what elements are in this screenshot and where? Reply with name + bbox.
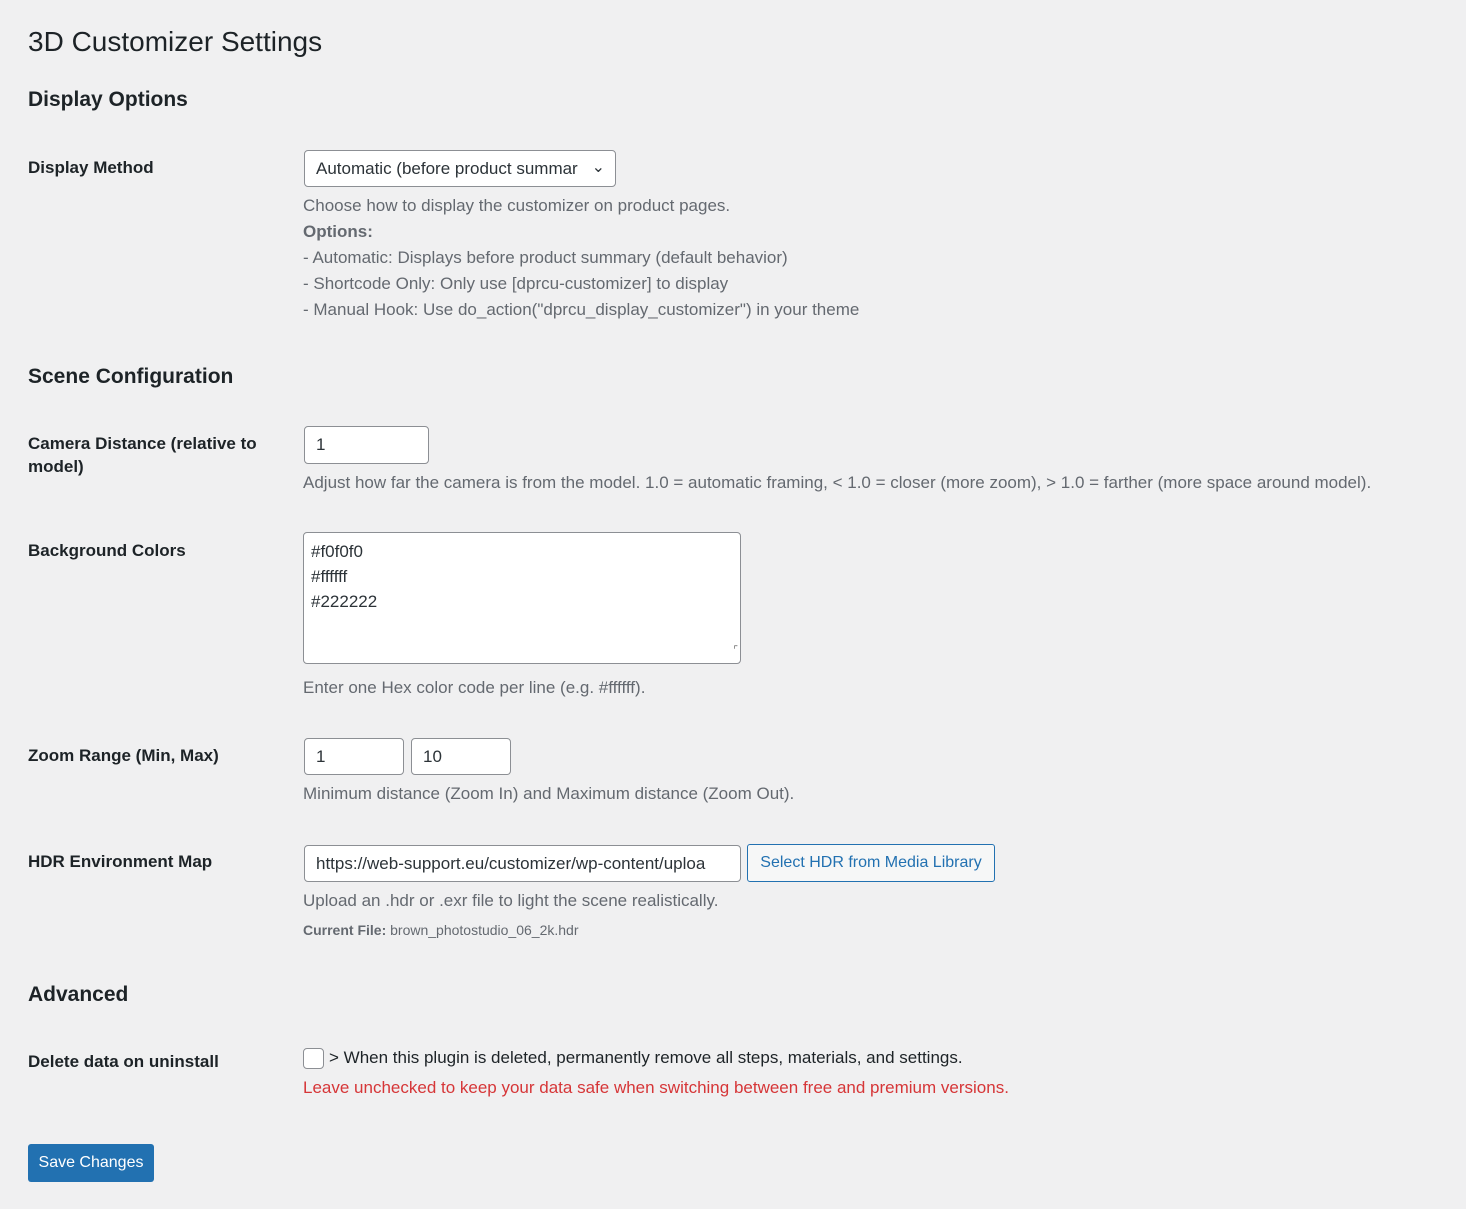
desc-text: Choose how to display the customizer on product pages. (303, 196, 731, 215)
options-heading: Options: (303, 222, 373, 241)
display-method-value: Automatic (before product summar (316, 158, 578, 178)
color-line: #222222 (311, 592, 378, 611)
display-method-description (303, 193, 859, 323)
color-line: #ffffff (311, 567, 348, 586)
option-automatic: - Automatic: Displays before product summary (default behavior) (303, 248, 788, 267)
section-advanced: Advanced (28, 983, 129, 1006)
delete-data-warning: Leave unchecked to keep your data safe when switching between free and premium versions. (303, 1078, 1009, 1097)
camera-distance-label: Camera Distance (relative to model) (28, 434, 257, 476)
background-colors-label: Background Colors (28, 541, 186, 560)
current-file-label: Current File: (303, 922, 387, 938)
delete-data-checkbox[interactable] (303, 1048, 324, 1069)
hdr-current-file (303, 919, 579, 941)
save-changes-button[interactable]: Save Changes (28, 1144, 154, 1182)
delete-data-checkbox-label[interactable]: > When this plugin is deleted, permanently remove all steps, materials, and settings. (329, 1048, 963, 1067)
background-colors-description: Enter one Hex color code per line (e.g. #ffffff). (303, 678, 646, 697)
color-line: #f0f0f0 (311, 542, 363, 561)
zoom-range-description: Minimum distance (Zoom In) and Maximum distance (Zoom Out). (303, 784, 795, 803)
hdr-map-label: HDR Environment Map (28, 852, 213, 871)
camera-distance-description: Adjust how far the camera is from the model. 1.0 = automatic framing, < 1.0 = closer (more zoom), > 1.0 = farther (more space around model). (303, 473, 1372, 492)
option-manual-hook: - Manual Hook: Use do_action("dprcu_display_customizer") in your theme (303, 300, 860, 319)
option-shortcode: - Shortcode Only: Only use [dprcu-customizer] to display (303, 274, 729, 293)
current-file-value: brown_photostudio_06_2k.hdr (390, 922, 579, 938)
section-scene-configuration: Scene Configuration (28, 365, 234, 388)
resize-handle-icon[interactable]: ⌜ (733, 645, 738, 656)
hdr-description: Upload an .hdr or .exr file to light the scene realistically. (303, 891, 719, 910)
page-title: 3D Customizer Settings (28, 26, 323, 57)
delete-data-label: Delete data on uninstall (28, 1052, 219, 1071)
hdr-url-input[interactable]: https://web-support.eu/customizer/wp-content/uploa (304, 845, 741, 882)
display-method-label: Display Method (28, 158, 154, 177)
zoom-max-input[interactable]: 10 (411, 738, 511, 775)
background-colors-textarea[interactable] (303, 532, 741, 664)
zoom-min-input[interactable]: 1 (304, 738, 404, 775)
camera-distance-input[interactable]: 1 (304, 426, 429, 464)
select-hdr-button[interactable]: Select HDR from Media Library (747, 844, 995, 882)
display-method-select[interactable] (304, 150, 616, 187)
zoom-range-label: Zoom Range (Min, Max) (28, 746, 219, 765)
chevron-down-icon: ⌄ (591, 159, 605, 176)
section-display-options: Display Options (28, 88, 188, 111)
